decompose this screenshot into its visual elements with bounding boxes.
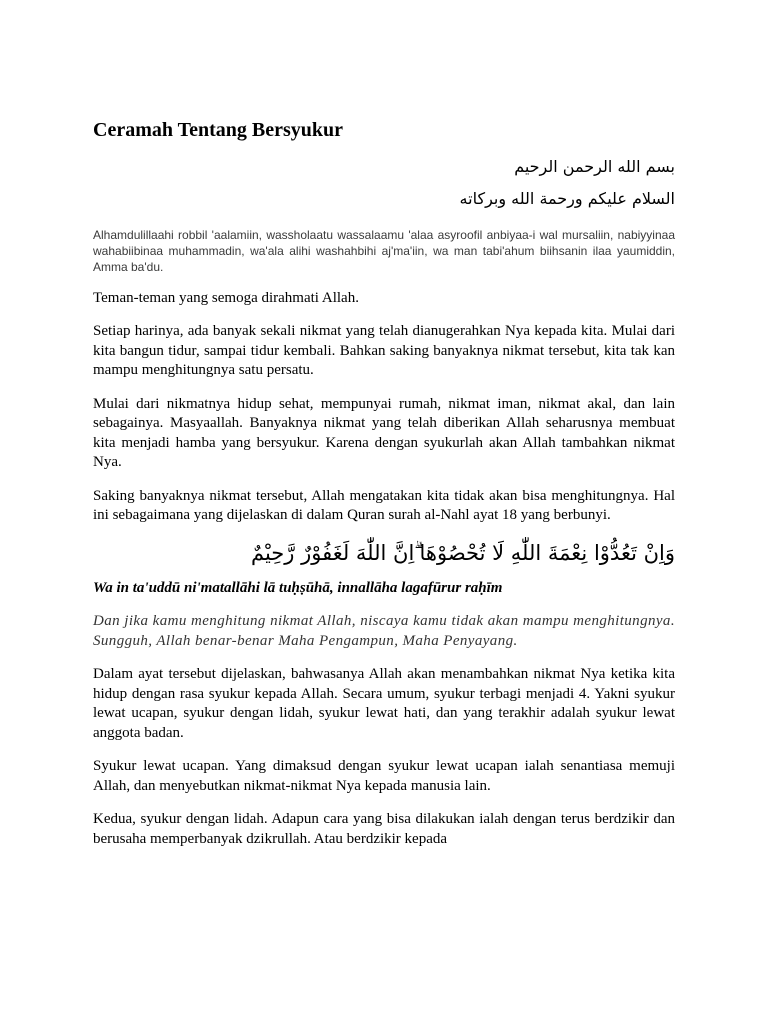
paragraph: Dalam ayat tersebut dijelaskan, bahwasanya Allah akan menambahkan nikmat Nya ketika kita hidup dengan rasa syukur kepada Allah. Secara umum, syukur terbagi menjadi 4. Yakni syukur lewat ucapan, syukur dengan lidah, syukur lewat hati, dan yang terakhir adalah syukur lewat anggota badan.: [93, 666, 675, 741]
opening-prayer: Alhamdulillaahi robbil 'aalamiin, wassholaatu wassalaamu 'alaa asyroofil anbiyaa-i wal mursaliin, nabiyyinaa wahabiibinaa muhammadin, wa'ala alihi washahbihi aj'ma'iin, wa man tabi'ahum biihsanin ilaa yaumiddin, Amma ba'du.: [93, 227, 675, 274]
paragraph: Syukur lewat ucapan. Yang dimaksud dengan syukur lewat ucapan ialah senantiasa memuji Allah, dan menyebutkan nikmat-nikmat Nya kepada manusia lain.: [93, 758, 675, 794]
ayat-transliteration: Wa in ta'uddū ni'matallāhi lā tuḥṣūhā, innallāha lagafūrur raḥīm: [93, 580, 503, 597]
paragraph: Mulai dari nikmatnya hidup sehat, mempunyai rumah, nikmat iman, nikmat akal, dan lain sebagainya. Masyaallah. Banyaknya nikmat yang telah diberikan Allah seharusnya membuat kita menjadi hamba yang bersyukur. Karena dengan syukurlah akan Allah tambahkan nikmat Nya.: [93, 395, 675, 471]
paragraph: Kedua, syukur dengan lidah. Adapun cara yang bisa dilakukan ialah dengan terus berdzikir dan berusaha memperbanyak dzikrullah. Atau berdzikir kepada: [93, 811, 675, 847]
basmala-text: بسم الله الرحمن الرحيم: [514, 157, 675, 176]
paragraph-greeting: Teman-teman yang semoga dirahmati Allah.: [93, 289, 359, 306]
ayat-translation: Dan jika kamu menghitung nikmat Allah, niscaya kamu tidak akan mampu menghitungnya. Sungguh, Allah benar-benar Maha Pengampun, Maha Penyayang.: [93, 613, 675, 649]
document-content: [93, 118, 675, 863]
page-title: Ceramah Tentang Bersyukur: [93, 119, 344, 141]
paragraph: Setiap harinya, ada banyak sekali nikmat yang telah dianugerahkan Nya kepada kita. Mulai dari kita bangun tidur, sampai tidur kembali. Bahkan saking banyaknya nikmat tersebut, kita tak kan mampu menghitungnya satu persatu.: [93, 323, 675, 379]
paragraph: Saking banyaknya nikmat tersebut, Allah mengatakan kita tidak akan bisa menghitungnya. Hal ini sebagaimana yang dijelaskan di dalam Quran surah al-Nahl ayat 18 yang berbunyi.: [93, 487, 675, 524]
salam-text: السلام عليكم ورحمة الله وبركاته: [459, 189, 675, 209]
ayat-arabic: وَاِنْ تَعُدُّوْا نِعْمَةَ اللّٰهِ لَا تُحْصُوْهَا ۗاِنَّ اللّٰهَ لَغَفُوْرٌ رَّحِيْمٌ: [250, 540, 675, 565]
